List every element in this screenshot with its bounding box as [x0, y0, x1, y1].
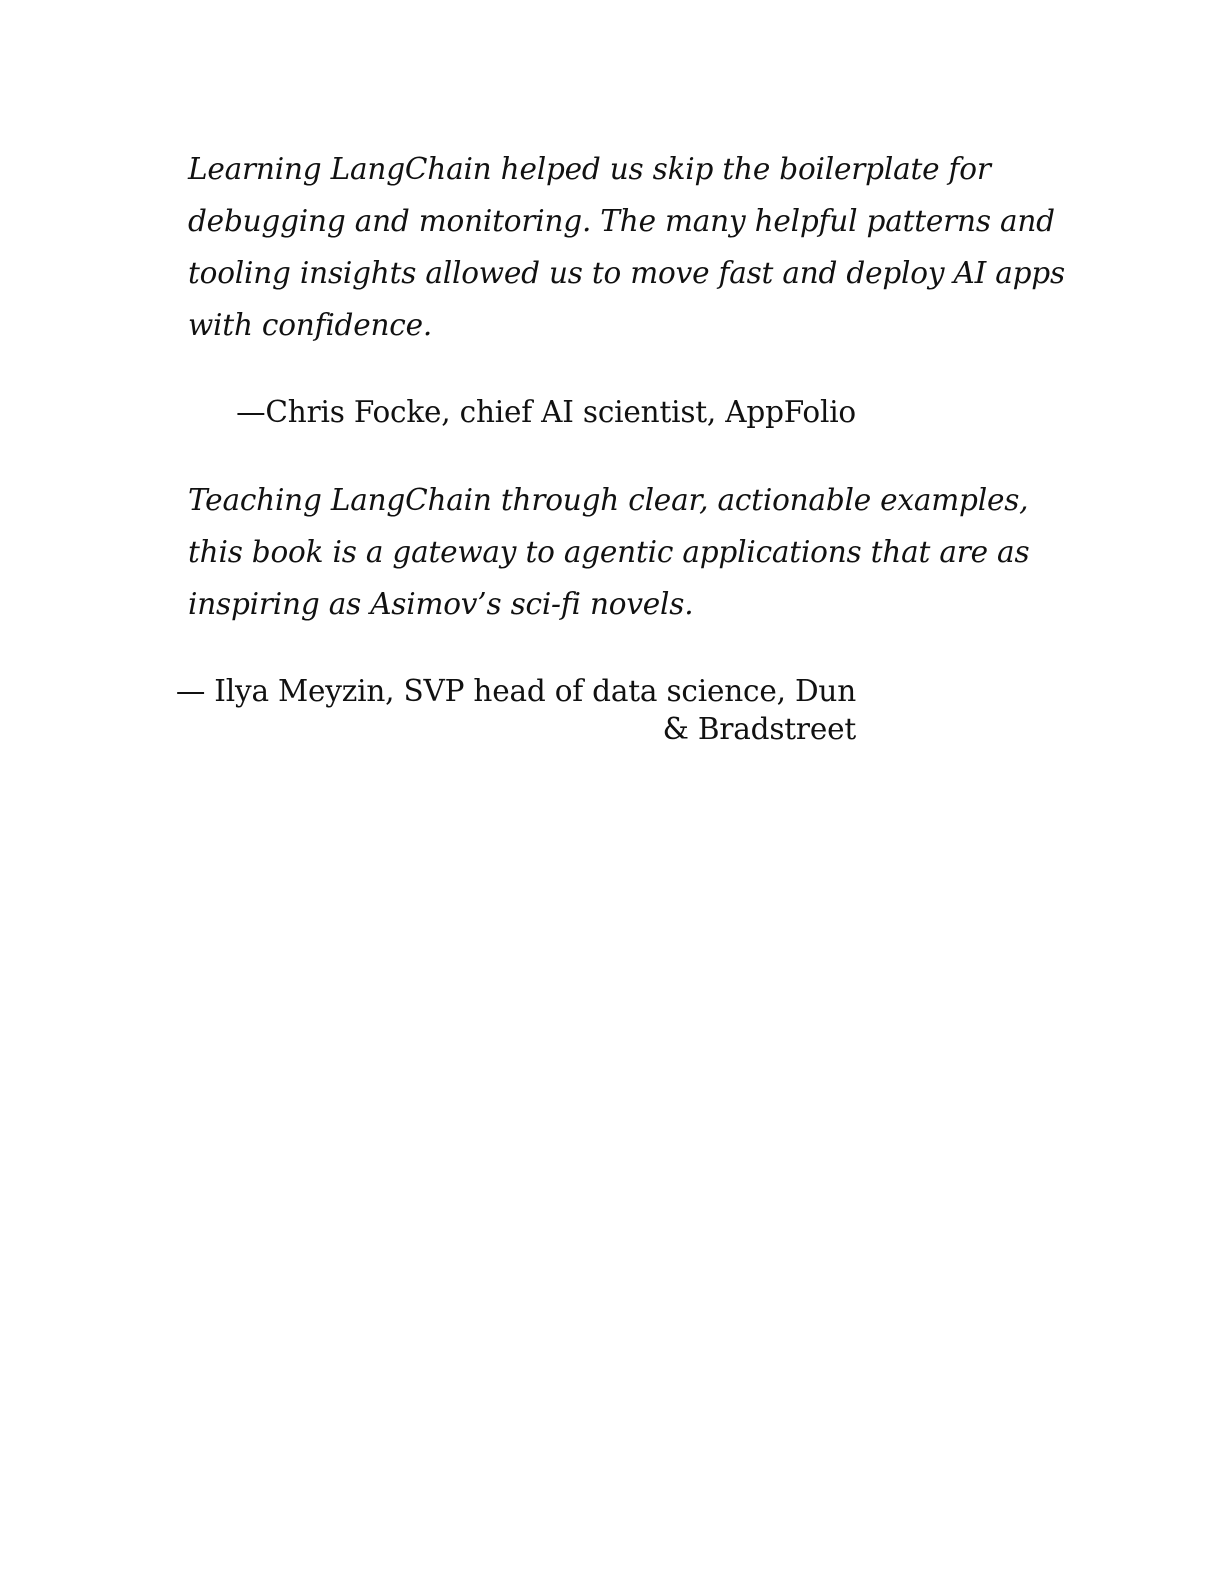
quote-line: inspiring as Asimov’s sci-fi novels. — [188, 587, 694, 621]
quote-line: with confidence. — [188, 308, 433, 342]
quote-line: tooling insights allowed us to move fast and deploy AI apps — [188, 256, 1065, 290]
quote-line: Teaching LangChain through clear, actionable examples, — [188, 483, 1029, 517]
testimonial-quote-1 — [188, 143, 1065, 351]
attribution-line: & Bradstreet — [662, 712, 856, 746]
quote-line: debugging and monitoring. The many helpful patterns and — [188, 204, 1055, 238]
testimonial-attribution-1 — [156, 393, 856, 431]
testimonial-attribution-2 — [156, 672, 856, 748]
attribution-line: — Ilya Meyzin, SVP head of data science, Dun — [175, 674, 856, 708]
quote-line: Learning LangChain helped us skip the boilerplate for — [188, 152, 991, 186]
quote-line: this book is a gateway to agentic applications that are as — [188, 535, 1030, 569]
attribution-line: —Chris Focke, chief AI scientist, AppFolio — [236, 395, 856, 429]
testimonial-quote-2 — [188, 474, 1028, 630]
